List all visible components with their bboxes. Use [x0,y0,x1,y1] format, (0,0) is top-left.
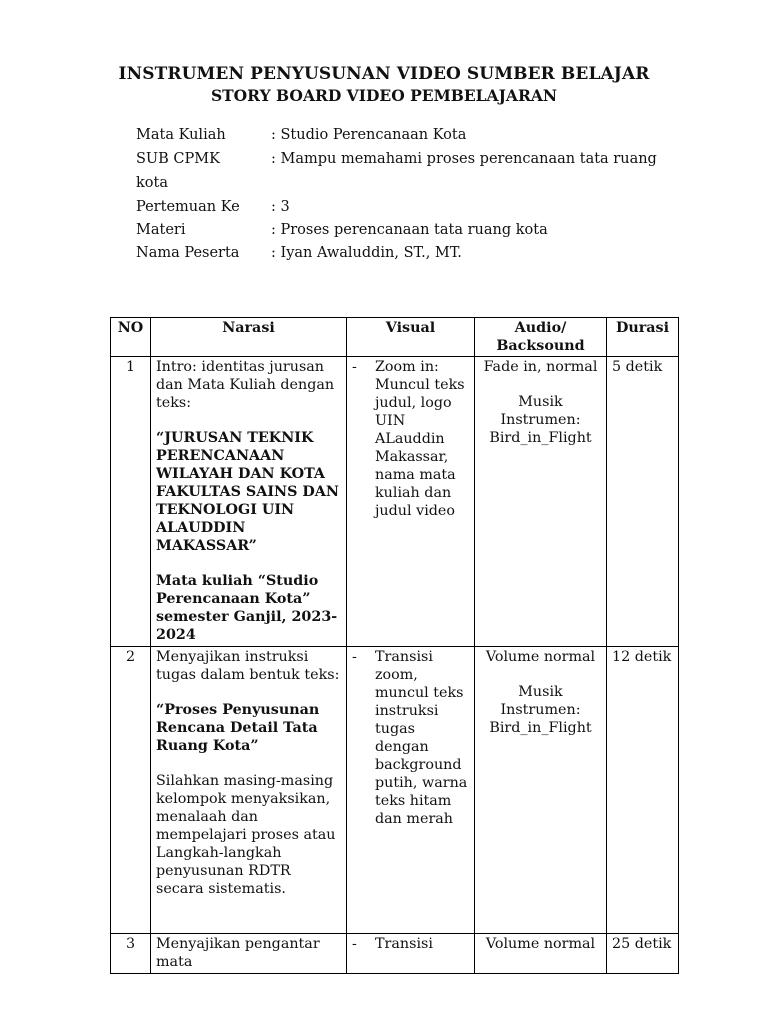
audio-music: Musik Instrumen: Bird_in_Flight [489,394,592,446]
storyboard-table [110,317,679,974]
cell-visual [347,934,475,974]
audio-music: Musik Instrumen: Bird_in_Flight [489,684,592,736]
visual-text: Transisi [375,936,433,952]
meta-label: SUB CPMK [136,151,220,167]
column-header-durasi: Durasi [607,318,679,357]
cell-narasi [151,357,347,647]
cell-visual [347,357,475,647]
meta-value-continuation: kota [136,175,168,191]
table-row [111,647,679,934]
table-row [111,357,679,647]
meta-label: Pertemuan Ke [136,199,240,215]
column-header-narasi: Narasi [151,318,347,357]
table-row [111,934,679,974]
document-title: INSTRUMEN PENYUSUNAN VIDEO SUMBER BELAJAR [118,64,650,84]
cell-audio [475,357,607,647]
narasi-bold-text: “JURUSAN TEKNIK PERENCANAAN WILAYAH DAN KOTA FAKULTAS SAINS DAN TEKNOLOGI UIN ALAUDDIN MAKASSAR” [156,430,339,554]
cell-narasi [151,647,347,934]
meta-value: : Iyan Awaluddin, ST., MT. [271,245,462,261]
column-header-visual: Visual [347,318,475,357]
audio-level: Fade in, normal [483,359,598,375]
meta-label: Materi [136,222,186,238]
bullet-dash: - [352,649,357,665]
cell-audio [475,647,607,934]
meta-label: Mata Kuliah [136,127,226,143]
narasi-body: Silahkan masing-masing kelompok menyaksikan, menalaah dan mempelajari proses atau Langkah-langkah penyusunan RDTR secara sistematis. [156,773,336,897]
bullet-dash: - [352,359,357,375]
table-header-row [111,318,679,357]
audio-level: Volume normal [485,649,596,665]
visual-text: Transisi zoom, muncul teks instruksi tugas dengan background putih, warna teks hitam dan merah [375,649,468,827]
meta-value: : Proses perencanaan tata ruang kota [271,222,548,238]
meta-label: Nama Peserta [136,245,240,261]
bullet-dash: - [352,936,357,952]
cell-durasi: 12 detik [607,647,679,934]
narasi-intro: Menyajikan pengantar mata [156,936,320,970]
cell-no: 2 [111,647,151,934]
narasi-intro: Menyajikan instruksi tugas dalam bentuk teks: [156,649,340,683]
narasi-bold-text: Mata kuliah “Studio Perencanaan Kota” semester Ganjil, 2023-2024 [156,573,338,643]
cell-durasi: 5 detik [607,357,679,647]
meta-value: : 3 [271,199,290,215]
visual-text: Zoom in: Muncul teks judul, logo UIN ALauddin Makassar, nama mata kuliah dan judul video [375,359,465,519]
column-header-no: NO [111,318,151,357]
cell-no: 3 [111,934,151,974]
cell-no: 1 [111,357,151,647]
document-subtitle: STORY BOARD VIDEO PEMBELAJARAN [210,86,558,105]
narasi-bold-text: “Proses Penyusunan Rencana Detail Tata Ruang Kota” [156,702,320,754]
narasi-intro: Intro: identitas jurusan dan Mata Kuliah dengan teks: [156,359,335,411]
cell-audio [475,934,607,974]
cell-durasi: 25 detik [607,934,679,974]
meta-value: : Studio Perencanaan Kota [271,127,467,143]
cell-narasi [151,934,347,974]
cell-visual [347,647,475,934]
column-header-audio: Audio/ Backsound [475,318,607,357]
audio-level: Volume normal [485,936,596,952]
meta-value: : Mampu memahami proses perencanaan tata ruang [271,151,657,167]
